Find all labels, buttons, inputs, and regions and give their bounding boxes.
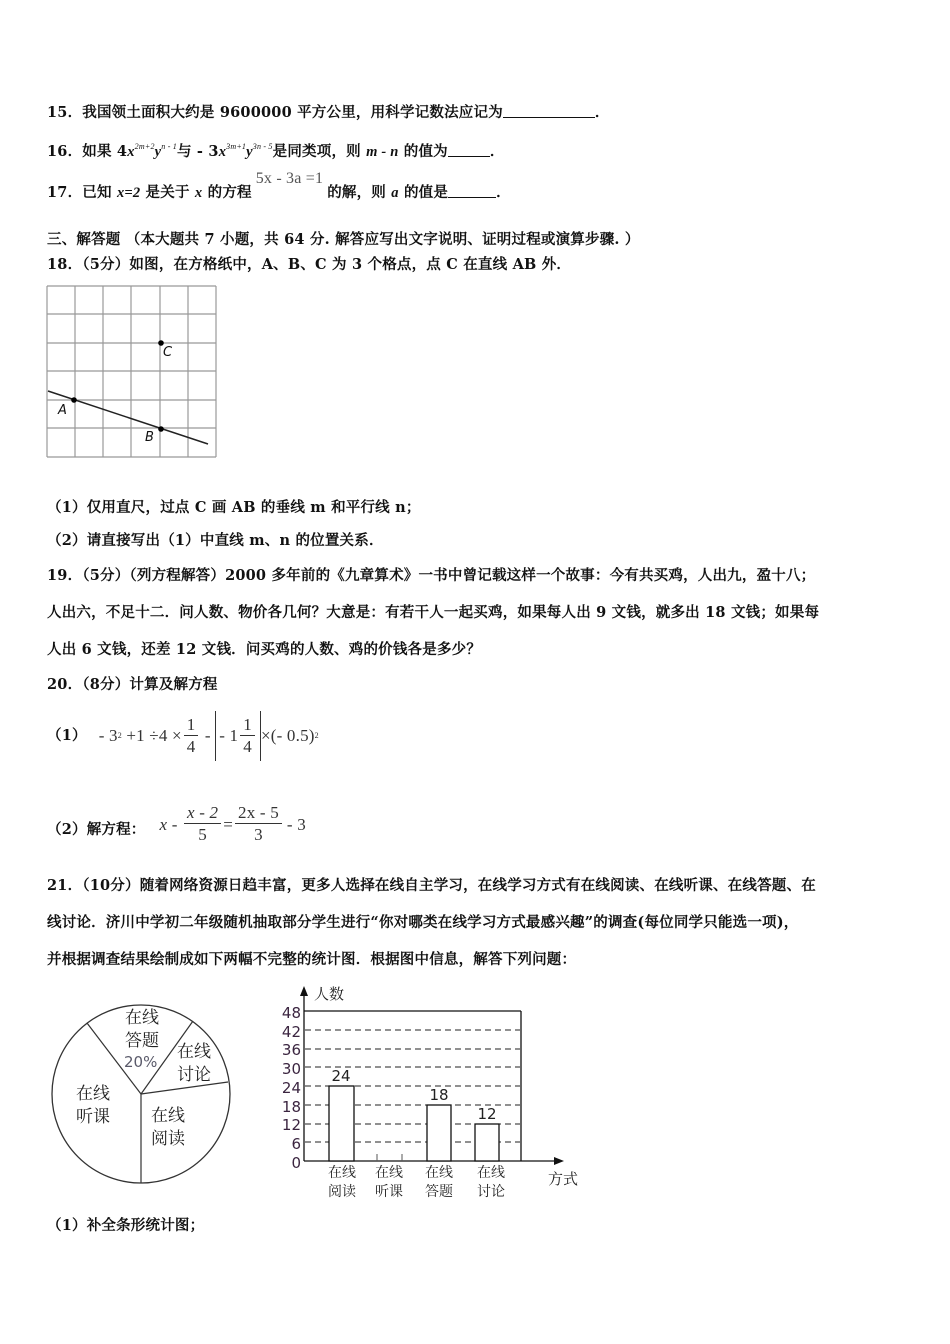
- pie-label-discuss-1: 在线: [177, 1042, 211, 1062]
- x-axis-label: 方式: [548, 1170, 579, 1188]
- y-axis-label: 人数: [314, 985, 345, 1003]
- pie-chart: [45, 990, 245, 1190]
- question-16: 16．如果 $4x^{2m+2}y^{n - 1}$与 - $3x^{3m+1}y^{3n - 5}$是同类项，则 m - n 的值为 ．: [47, 142, 505, 160]
- bar-discuss: [475, 1124, 499, 1161]
- svg-text:42: 42: [281, 1023, 301, 1041]
- svg-text:30: 30: [281, 1060, 301, 1078]
- q16-answer-blank[interactable]: [448, 143, 490, 157]
- pie-label-listen-2: 听课: [76, 1107, 110, 1127]
- pie-label-answer-1: 在线: [125, 1008, 159, 1028]
- data-label-read: 24: [331, 1067, 351, 1085]
- q18-grid-figure: [40, 280, 230, 465]
- q20-title: 20．（8分）计算及解方程: [47, 676, 218, 693]
- data-label-discuss: 12: [477, 1105, 497, 1123]
- q20-part2-equation: x - $\frac{x - 2}{5}$ = $\frac{2x - 5}{3}$ - 3: [159, 803, 306, 844]
- q18-part1: （1）仅用直尺，过点 C 画 AB 的垂线 m 和平行线 n；: [47, 499, 421, 516]
- data-label-answer: 18: [429, 1086, 449, 1104]
- bar-chart: [265, 985, 585, 1200]
- point-a: [71, 397, 77, 403]
- q21-part1: （1）补全条形统计图；: [47, 1217, 205, 1234]
- pie-label-read-1: 在线: [151, 1106, 185, 1126]
- q20-part1-expression: - 3 2 +1 ÷4 × $\frac{1}{4}$ - - 1 $\frac{1}{4}$ ×(- 0.5) 2: [99, 711, 319, 761]
- label-a: A: [58, 403, 67, 418]
- svg-text:在线: 在线: [328, 1165, 356, 1181]
- point-b: [158, 426, 164, 432]
- svg-text:在线: 在线: [425, 1165, 453, 1181]
- section-3-heading: 三、解答题 （本大题共 7 小题，共 64 分. 解答应写出文字说明、证明过程或演算步骤. ）: [47, 231, 640, 248]
- q21-line1: 21．（10分）随着网络资源日趋丰富，更多人选择在线自主学习，在线学习方式有在线阅读、在线听课、在线答题、在: [47, 877, 816, 894]
- q17-equation: 5x - 3a =1: [255, 170, 324, 187]
- q15-number: 15．: [47, 104, 83, 121]
- svg-text:在线: 在线: [375, 1165, 403, 1181]
- svg-text:答题: 答题: [425, 1184, 453, 1200]
- bar-read: [329, 1086, 354, 1161]
- pie-label-answer-2: 答题: [125, 1031, 159, 1051]
- pie-label-discuss-2: 讨论: [177, 1065, 211, 1085]
- svg-text:在线: 在线: [477, 1165, 505, 1181]
- q19-line3: 人出 6 文钱，还差 12 文钱．问买鸡的人数、鸡的价钱各是多少？: [47, 641, 482, 658]
- q17-answer-blank[interactable]: [448, 184, 496, 198]
- svg-text:18: 18: [281, 1098, 301, 1116]
- svg-text:讨论: 讨论: [477, 1184, 505, 1200]
- question-15: 15．我国领土面积大约是 9600000 平方公里，用科学记数法应记为 ．: [47, 104, 610, 121]
- svg-text:阅读: 阅读: [328, 1184, 356, 1200]
- q15-text: 我国领土面积大约是 9600000 平方公里，用科学记数法应记为: [82, 104, 503, 121]
- label-b: B: [145, 430, 154, 445]
- q20-part1: （1） - 3 2 +1 ÷4 × $\frac{1}{4}$ - - 1 $\frac{1}{4}$ ×(- 0.5) 2: [47, 708, 319, 764]
- pie-label-read-2: 阅读: [151, 1129, 185, 1149]
- q21-line3: 并根据调查结果绘制成如下两幅不完整的统计图．根据图中信息，解答下列问题：: [47, 951, 577, 968]
- svg-text:12: 12: [281, 1116, 301, 1134]
- question-18-title: 18．（5分）如图，在方格纸中，A、B、C 为 3 个格点，点 C 在直线 AB 外．: [47, 256, 572, 273]
- absolute-value: - 1 $\frac{1}{4}$: [215, 711, 261, 761]
- pie-label-answer-percent: 20%: [124, 1053, 158, 1071]
- question-17: 17．已知 x=2 是关于 x 的方程5x - 3a =1的解，则 a 的值是 ．: [47, 170, 511, 201]
- pie-label-listen-1: 在线: [76, 1084, 110, 1104]
- q20-part2: （2）解方程： x - $\frac{x - 2}{5}$ = $\frac{2x - 5}{3}$ - 3: [47, 803, 306, 844]
- q21-line2: 线讨论．济川中学初二年级随机抽取部分学生进行“你对哪类在线学习方式最感兴趣”的调查(每位同学只能选一项)，: [47, 914, 799, 931]
- q15-answer-blank[interactable]: [503, 104, 595, 118]
- svg-text:48: 48: [281, 1004, 301, 1022]
- svg-text:24: 24: [281, 1079, 301, 1097]
- svg-text:6: 6: [291, 1135, 301, 1153]
- svg-text:36: 36: [281, 1041, 301, 1059]
- bar-answer: [427, 1105, 451, 1161]
- svg-text:0: 0: [291, 1154, 301, 1172]
- q19-line2: 人出六，不足十二．问人数、物价各几何？大意是：有若干人一起买鸡，如果每人出 9 文钱，就多出 18 文钱；如果每: [47, 604, 820, 621]
- svg-text:听课: 听课: [375, 1184, 403, 1200]
- q19-line1: 19．（5分）（列方程解答）2000 多年前的《九章算术》一书中曾记载这样一个故事：今有共买鸡，人出九，盈十八；: [47, 567, 816, 584]
- q18-part2: （2）请直接写出（1）中直线 m、n 的位置关系．: [47, 532, 384, 549]
- label-c: C: [163, 345, 173, 360]
